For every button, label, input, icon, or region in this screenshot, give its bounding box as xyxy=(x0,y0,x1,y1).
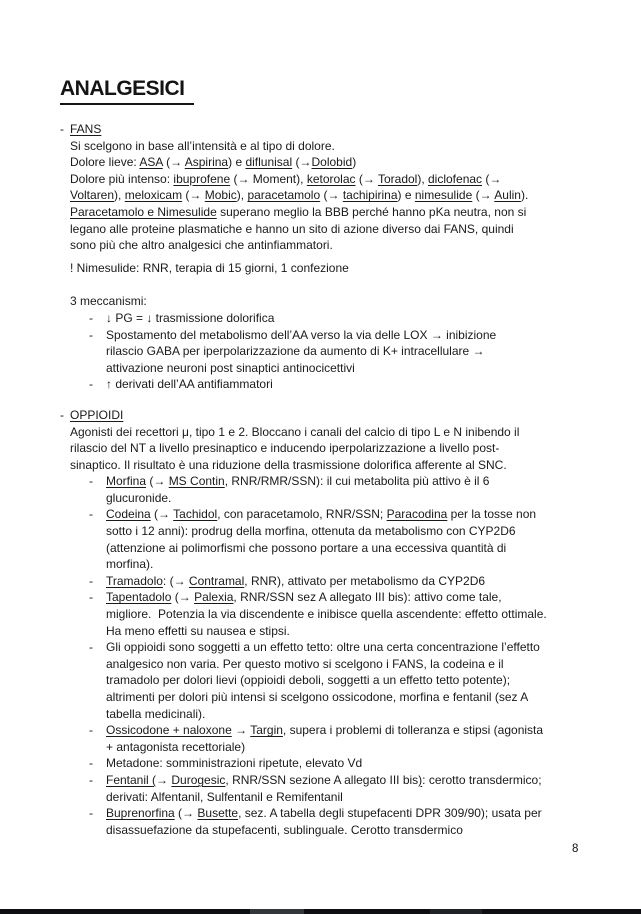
text-run: , RNR), attivato per metabolismo da CYP2D6 xyxy=(244,573,486,588)
text-run: (→ xyxy=(146,474,169,489)
text-run: Spostamento del metabolismo dell’AA verso la via delle LOX → inibizione xyxy=(106,327,497,342)
text-run: (attenzione ai polimorfismi che possono portare a una eccessiva quantità di xyxy=(106,540,507,555)
text-line xyxy=(0,722,641,739)
text-run: , RNR/SSN sezione A allegato III bis xyxy=(225,772,419,787)
text-run: Ha meno effetti su nausea e stipsi. xyxy=(106,623,290,638)
text-line xyxy=(0,706,641,723)
underlined-text-run: Tachidol xyxy=(173,507,218,522)
list-dash-marker: - xyxy=(89,756,93,771)
text-line xyxy=(0,293,641,310)
text-run: legano alle proteine plasmatiche e hanno un sito di azione diverso dai FANS, quindi xyxy=(70,221,514,236)
list-dash-marker: - xyxy=(89,806,93,821)
text-line xyxy=(0,556,641,573)
text-line xyxy=(0,171,641,188)
text-run: altrimenti per dolori più intensi si scelgono ossicodone, morfina e fentanil (sez A xyxy=(106,690,529,704)
text-run: (→ xyxy=(162,155,185,170)
text-line xyxy=(0,376,641,393)
list-dash-marker: - xyxy=(60,407,64,422)
underlined-text-run: Aulin xyxy=(494,188,521,203)
underlined-text-run: MS Contin xyxy=(168,474,225,489)
underlined-text-run: Busette xyxy=(197,806,239,821)
text-line xyxy=(0,473,641,490)
text-run: Metadone: somministrazioni ripetute, elevato Vd xyxy=(106,756,363,771)
underlined-text-run: Morfina xyxy=(106,474,147,489)
text-run: Si scelgono in base all’intensità e al tipo di dolore. xyxy=(70,138,335,153)
underlined-text-run: Aspirina xyxy=(184,155,229,170)
text-run: per la tosse non xyxy=(447,507,537,522)
text-run: ↓ PG = ↓ trasmissione dolorifica xyxy=(106,310,275,325)
underlined-text-run: ibuprofene xyxy=(173,171,231,186)
underlined-text-run: ASA xyxy=(139,155,163,170)
text-run: (→ xyxy=(182,188,205,203)
text-run: ↑ derivati dell’AA antifiammatori xyxy=(106,377,273,392)
text-line xyxy=(0,805,641,822)
text-run: sinaptico. Il risultato è una riduzione della trasmissione dolorifica afferente al SNC. xyxy=(70,457,507,472)
list-dash-marker: - xyxy=(89,590,93,605)
text-run: Gli oppioidi sono soggetti a un effetto tetto: oltre una certa concentrazione l’effetto xyxy=(106,640,540,655)
text-run: (→ xyxy=(482,171,502,186)
text-line xyxy=(0,490,641,507)
list-dash-marker: - xyxy=(89,310,93,325)
text-line xyxy=(0,360,641,377)
underlined-text-run: Fentanil ( xyxy=(106,772,157,787)
text-run: (→ xyxy=(292,155,312,170)
text-run: glucuronide. xyxy=(106,490,172,505)
underlined-text-run: diflunisal xyxy=(245,155,293,170)
text-line xyxy=(0,689,641,706)
text-line xyxy=(0,204,641,221)
page-number: 8 xyxy=(572,843,579,855)
list-dash-marker: - xyxy=(89,474,93,489)
paragraph-gap xyxy=(0,276,641,293)
text-line xyxy=(0,523,641,540)
text-run: attivazione neuroni post sinaptici antinocicettivi xyxy=(106,360,355,375)
list-dash-marker: - xyxy=(89,507,93,522)
taskbar-edge-segment xyxy=(430,909,482,914)
text-line xyxy=(0,138,641,155)
text-line xyxy=(0,606,641,623)
underlined-text-run: Paracodina xyxy=(386,507,448,522)
underlined-text-run: Voltaren xyxy=(70,188,115,203)
text-run: analgesico non varia. Per questo motivo si scelgono i FANS, la codeina e il xyxy=(106,656,504,671)
underlined-text-run: Contramal xyxy=(188,573,245,588)
underlined-text-run: Codeina xyxy=(106,507,151,522)
text-line xyxy=(0,739,641,756)
text-run: , RNR/SSN sez A allegato III bis): attivo come tale, xyxy=(233,590,502,605)
text-run: , RNR/RMR/SSN): il cui metabolita più attivo è il 6 xyxy=(224,474,490,489)
underlined-text-run: OPPIOIDI xyxy=(70,407,124,422)
text-line xyxy=(0,639,641,656)
text-run: morfina). xyxy=(106,557,154,572)
text-run: 3 meccanismi: xyxy=(70,294,147,309)
text-run: (→ xyxy=(171,590,195,605)
text-run: : (→ xyxy=(162,573,189,588)
text-line xyxy=(0,623,641,640)
text-run: (→ xyxy=(472,188,495,203)
text-line xyxy=(0,343,641,360)
text-run: tramadolo per dolori lievi (oppioidi deboli, soggetti a un effetto tetto potente); xyxy=(106,673,511,688)
underlined-text-run: Palexia xyxy=(194,590,234,605)
taskbar-edge xyxy=(0,909,641,914)
text-line xyxy=(0,237,641,254)
text-run: ) e xyxy=(228,155,246,170)
underlined-text-run: Paracetamolo e Nimesulide xyxy=(70,204,217,219)
text-run: (→ xyxy=(355,171,378,186)
underlined-text-run: diclofenac xyxy=(428,171,483,186)
text-line xyxy=(0,506,641,523)
text-run: , sez. A tabella degli stupefacenti DPR 309/90); usata per xyxy=(238,806,542,821)
text-line xyxy=(0,260,641,277)
text-run: → xyxy=(156,772,172,787)
text-run: (→ xyxy=(174,806,198,821)
text-run: Agonisti dei recettori μ, tipo 1 e 2. Bloccano i canali del calcio di tipo L e N inibendo il xyxy=(70,424,520,439)
list-dash-marker: - xyxy=(89,573,93,588)
text-run: ) xyxy=(352,155,357,170)
underlined-text-run: Targin xyxy=(250,723,283,738)
text-run: migliore. Potenzia la via discendente e inibisce quella ascendente: effetto ottimale. xyxy=(106,607,547,622)
underlined-text-run: Toradol xyxy=(377,171,418,186)
text-run: , supera i problemi di tolleranza e stipsi (agonista xyxy=(282,723,544,738)
text-run: sotto i 12 anni): prodrug della morfina, ottenuta da metabolismo con CYP2D6 xyxy=(106,524,516,539)
taskbar-edge-segment xyxy=(250,909,304,914)
underlined-text-run: Durogesic xyxy=(171,772,226,787)
text-run: : cerotto transdermico; xyxy=(422,772,542,787)
text-line xyxy=(0,772,641,789)
text-line xyxy=(0,589,641,606)
text-run: ! Nimesulide: RNR, terapia di 15 giorni, 1 confezione xyxy=(70,260,349,275)
list-dash-marker: - xyxy=(60,122,64,136)
underlined-text-run: Ossicodone + naloxone xyxy=(106,723,232,738)
text-line xyxy=(0,755,641,772)
underlined-text-run: Buprenorfina xyxy=(106,806,175,821)
list-dash-marker: - xyxy=(89,327,93,342)
text-line xyxy=(0,310,641,327)
text-line xyxy=(0,822,641,839)
text-line xyxy=(0,440,641,457)
underlined-text-run: nimesulide xyxy=(414,188,473,203)
text-line xyxy=(0,187,641,204)
text-run: + antagonista recettoriale) xyxy=(106,739,246,754)
text-run: superano meglio la BBB perché hanno pKa neutra, non si xyxy=(216,204,527,219)
list-dash-marker: - xyxy=(89,772,93,787)
text-run: rilascio GABA per iperpolarizzazione da aumento di K+ intracellulare → xyxy=(106,344,485,359)
underlined-text-run: meloxicam xyxy=(124,188,183,203)
underlined-text-run: tachipirina xyxy=(342,188,398,203)
text-run: ), xyxy=(236,188,248,203)
text-line xyxy=(0,457,641,474)
text-line xyxy=(0,121,641,138)
underlined-text-run: Tapentadolo xyxy=(106,590,172,605)
list-dash-marker: - xyxy=(89,723,93,738)
document-lines xyxy=(0,121,641,838)
text-run: ). xyxy=(520,188,529,203)
text-line xyxy=(0,789,641,806)
text-run: ) e xyxy=(397,188,415,203)
text-run: (→ xyxy=(150,507,174,522)
text-run: Dolore lieve: xyxy=(70,155,140,170)
underlined-text-run: ) xyxy=(418,772,423,787)
text-run: ), xyxy=(417,171,428,186)
page-title: ANALGESICI xyxy=(60,77,194,105)
text-line xyxy=(0,407,641,424)
paragraph-gap xyxy=(0,393,641,407)
text-run: tabella medicinali). xyxy=(106,706,206,721)
text-line xyxy=(0,672,641,689)
text-run: sono più che altro analgesici che antinfiammatori. xyxy=(70,238,333,253)
list-dash-marker: - xyxy=(89,640,93,655)
text-line xyxy=(0,327,641,344)
underlined-text-run: FANS xyxy=(70,122,102,136)
text-line xyxy=(0,424,641,441)
text-run: ), xyxy=(114,188,125,203)
text-line xyxy=(0,540,641,557)
text-run: (→ xyxy=(320,188,343,203)
text-run: Dolore più intenso: xyxy=(70,171,174,186)
text-line xyxy=(0,154,641,171)
text-run: (→ Moment), xyxy=(230,171,307,186)
underlined-text-run: Mobic xyxy=(204,188,237,203)
text-run: derivati: Alfentanil, Sulfentanil e Remifentanil xyxy=(106,789,343,804)
text-run: , con paracetamolo, RNR/SSN; xyxy=(217,507,387,522)
text-line xyxy=(0,221,641,238)
underlined-text-run: ketorolac xyxy=(306,171,356,186)
text-run: disassuefazione da stupefacenti, sublinguale. Cerotto transdermico xyxy=(106,822,463,837)
underlined-text-run: Dolobid xyxy=(311,155,353,170)
text-line xyxy=(0,573,641,590)
text-run: rilascio del NT a livello presinaptico e inducendo iperpolarizzazione a livello post- xyxy=(70,441,500,456)
underlined-text-run: paracetamolo xyxy=(247,188,321,203)
underlined-text-run: Tramadolo xyxy=(106,573,163,588)
list-dash-marker: - xyxy=(89,377,93,392)
text-run: → xyxy=(231,723,251,738)
text-line xyxy=(0,656,641,673)
